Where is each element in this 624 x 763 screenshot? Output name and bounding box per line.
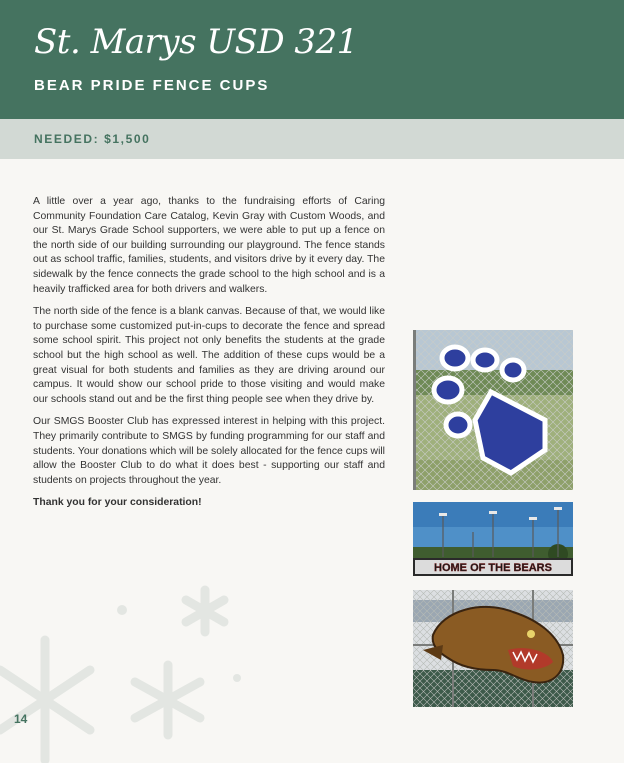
- decorative-asterisks: [0, 570, 300, 763]
- home-of-the-bears-photo: [413, 502, 573, 576]
- paw-print-fence-photo: [413, 330, 573, 490]
- description-paragraph: Our SMGS Booster Club has expressed interest in helping with this project. They primarily contribute to SMGS by funding programming for our staff and students. Your donations which will be solely allocated for the fence cups will allow the Booster Club to do what it does best - supporting our staff and students on projects throughout the year.: [33, 416, 385, 486]
- description-paragraph: The north side of the fence is a blank canvas. Because of that, we would like to purchase some customized put-in-cups to decorate the fence and spread some school spirit. This project not only benefits the students at the grade school but the high school as well. The addition of these cups would be a great visual for both students and families as they are driving around our campus. It would show our school pride to those visiting and would make our schools stand out and be the first thing people see when they drive by.: [33, 306, 385, 405]
- page-title: St. Marys USD 321: [34, 22, 358, 62]
- bear-mascot-fence-photo: [413, 590, 573, 707]
- funding-needed-bar: [0, 119, 624, 159]
- page-number: 14: [14, 712, 28, 726]
- description-paragraph: A little over a year ago, thanks to the fundraising efforts of Caring Community Foundation Care Catalog, Kevin Gray with Custom Woods, and our St. Marys Grade School supporters, we were able to put up a fence on the north side of our building surrounding our playground. The fence stands out as school traffic, families, students, and visitors drive by it every day. The sidewalk by the fence connects the grade school to the high school and is a heavily trafficked area for both drivers and walkers.: [33, 196, 385, 295]
- banner-text: HOME OF THE BEARS: [434, 562, 552, 574]
- thank-you-note: Thank you for your consideration!: [33, 497, 202, 509]
- funding-needed-label: NEEDED: $1,500: [34, 132, 151, 146]
- project-description: [33, 195, 385, 519]
- header-band: [0, 0, 624, 119]
- project-subtitle: BEAR PRIDE FENCE CUPS: [34, 77, 270, 94]
